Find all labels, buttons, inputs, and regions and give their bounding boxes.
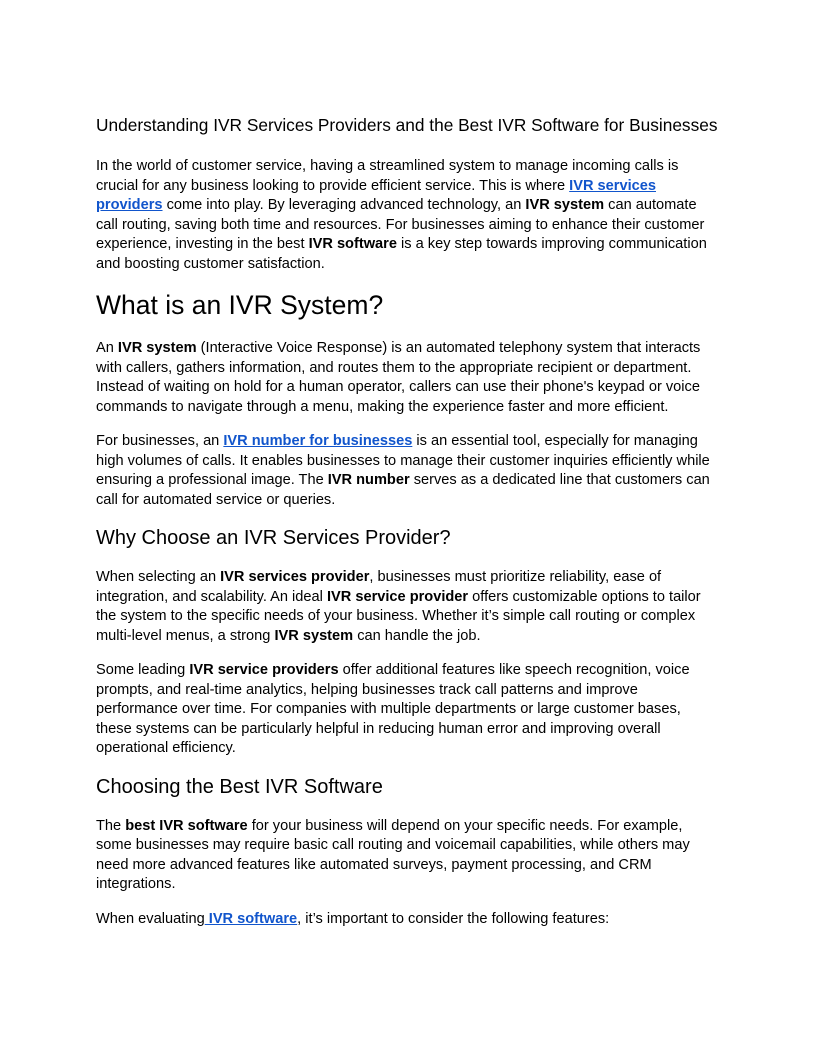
bold-text: IVR system [525, 197, 605, 213]
text: For businesses, an [96, 433, 224, 449]
paragraph [96, 568, 720, 646]
text: When selecting an [96, 569, 221, 585]
bold-text: best IVR software [125, 817, 248, 834]
heading-why-choose-provider: Why Choose an IVR Services Provider? [96, 527, 451, 549]
paragraph [96, 432, 720, 510]
text: can handle the job. [353, 627, 481, 644]
ivr-number-for-businesses-link[interactable]: IVR number for businesses [223, 433, 413, 449]
text: When evaluating [96, 910, 205, 927]
heading-choosing-best-software: Choosing the Best IVR Software [96, 775, 383, 798]
paragraph [96, 661, 720, 759]
paragraph [96, 339, 720, 417]
paragraph [96, 817, 720, 895]
bold-text: IVR services provider [220, 569, 370, 585]
document-body [96, 113, 720, 944]
text: serves as a dedicated line that customers can call for automated service or queries. [96, 472, 710, 508]
text: (Interactive Voice Response) is an automated telephony system that interacts with callers, gathers information, and routes them to the appropriate recipient or department. Instead of waiting on hold for a human operator, callers can use their phone's keypad or voice commands to navigate through a menu, making the experience faster and more efficient. [96, 340, 701, 415]
bold-text: IVR system [274, 627, 354, 644]
text: come into play. By leveraging advanced technology, an [162, 197, 526, 213]
ivr-services-providers-link[interactable]: IVR services providers [96, 177, 656, 213]
text: , it’s important to consider the following features: [297, 910, 610, 927]
bold-text: IVR software [308, 236, 397, 252]
ivr-software-link[interactable]: IVR software [204, 910, 298, 927]
text: In the world of customer service, having a streamlined system to manage incoming calls is crucial for any business looking to provide efficient service. This is where [96, 158, 679, 194]
document-title: Understanding IVR Services Providers and the Best IVR Software for Businesses [96, 115, 718, 135]
bold-text: IVR system [117, 340, 197, 356]
text: The [96, 817, 126, 834]
heading-what-is-ivr: What is an IVR System? [96, 290, 384, 320]
intro-paragraph [96, 157, 720, 274]
text: offers customizable options to tailor the system to the specific needs of your business. Whether it’s simple call routing or complex multi-level menus, a strong [96, 588, 701, 644]
text: offer additional features like speech recognition, voice prompts, and real-time analytics, helping businesses track call patterns and improve performance over time. For companies with multiple departments or large customer bases, these systems can be particularly helpful in reducing human error and improving overall operational efficiency. [96, 662, 690, 756]
text: for your business will depend on your specific needs. For example, some businesses may require basic call routing and voicemail capabilities, while others may need more advanced features like automated surveys, payment processing, and CRM integrations. [96, 817, 690, 892]
text: , businesses must prioritize reliability, ease of integration, and scalability. An ideal [96, 569, 662, 605]
bold-text: IVR service providers [189, 662, 339, 678]
text: An [96, 340, 118, 356]
text: Some leading [96, 662, 190, 678]
paragraph [96, 910, 720, 930]
bold-text: IVR number [327, 472, 410, 488]
bold-text: IVR service provider [326, 588, 469, 605]
text: is an essential tool, especially for managing high volumes of calls. It enables businesses to manage their customer inquiries efficiently while ensuring a professional image. The [96, 433, 710, 488]
text: is a key step towards improving communication and boosting customer satisfaction. [96, 236, 707, 272]
text: can automate call routing, saving both time and resources. For businesses aiming to enhance their customer experience, investing in the best [96, 197, 705, 252]
